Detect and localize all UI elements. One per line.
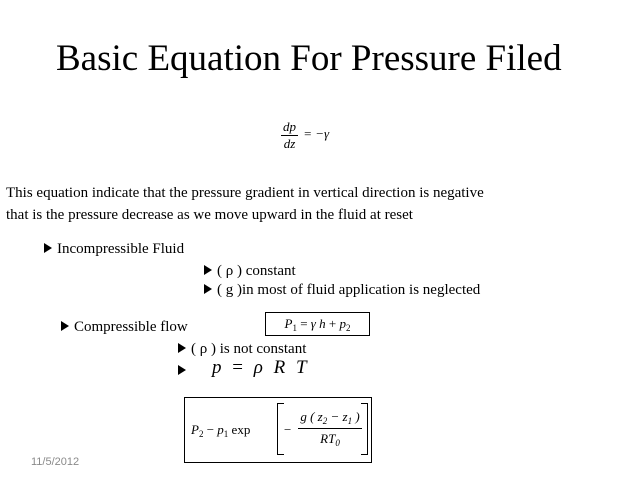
- paragraph-line-2: that is the pressure decrease as we move upward in the fluid at reset: [6, 207, 413, 223]
- eq-symbol: +: [328, 316, 337, 331]
- eq-symbol: ρ: [253, 357, 266, 378]
- equation-compressible-box: [184, 397, 372, 463]
- paragraph-line-1: This equation indicate that the pressure gradient in vertical direction is negative: [6, 185, 484, 201]
- bullet-compressible: [61, 318, 188, 336]
- eq-subscript: 2: [346, 323, 351, 333]
- eq-symbol: −: [206, 422, 215, 437]
- eq-subscript: 2: [198, 429, 204, 439]
- equation-rhs: = −γ: [303, 126, 330, 142]
- eq-symbol: exp: [231, 422, 251, 437]
- bullet-label: Incompressible Fluid: [57, 241, 185, 257]
- sub-bullet-label: ( g )in most of fluid application is neglected: [217, 282, 481, 298]
- eq-lhs: [191, 422, 250, 439]
- slide-title: Basic Equation For Pressure Filed: [56, 38, 562, 79]
- eq-fraction: [298, 409, 362, 448]
- slide-date: 11/5/2012: [31, 456, 80, 468]
- right-arrow-bullet-icon: [204, 265, 212, 275]
- right-arrow-bullet-icon: [204, 284, 212, 294]
- sub-bullet-state-equation: [178, 362, 191, 380]
- eq-denominator: $RT_0$: [298, 428, 362, 448]
- eq-symbol: h: [319, 316, 326, 331]
- eq-symbol: T: [295, 357, 310, 378]
- eq-numerator: g ( $z_2 - z_1$ ): [300, 409, 360, 426]
- eq-subscript: 1: [292, 323, 297, 333]
- sub-bullet-density-constant: [204, 262, 296, 280]
- eq-symbol: p: [212, 357, 225, 378]
- equation-pressure-gradient: [281, 119, 329, 152]
- eq-symbol: R: [273, 357, 289, 378]
- eq-symbol: γ: [310, 316, 316, 331]
- eq-symbol: p: [339, 316, 346, 331]
- sub-bullet-gravity-neglected: [204, 281, 480, 299]
- equation-state: [212, 357, 310, 379]
- right-arrow-bullet-icon: [178, 343, 186, 353]
- eq-symbol: P: [191, 422, 199, 437]
- right-arrow-bullet-icon: [178, 365, 186, 375]
- fraction-dp-dz: [281, 119, 298, 152]
- eq-symbol: P: [284, 316, 293, 331]
- eq-subscript: 1: [223, 429, 229, 439]
- bullet-incompressible: [44, 240, 184, 258]
- fraction-numerator: dp: [283, 119, 296, 134]
- sub-bullet-density-not-constant: [178, 340, 306, 358]
- eq-symbol: =: [232, 357, 246, 378]
- right-arrow-bullet-icon: [44, 243, 52, 253]
- right-arrow-bullet-icon: [61, 321, 69, 331]
- eq-symbol: =: [300, 316, 308, 331]
- fraction-denominator: dz: [281, 135, 298, 152]
- sub-bullet-label: ( ρ ) is not constant: [191, 341, 307, 357]
- eq-symbol: p: [217, 422, 224, 437]
- sub-bullet-label: ( ρ ) constant: [217, 263, 296, 279]
- eq-symbol: −: [284, 422, 292, 437]
- eq-bracket: [277, 403, 368, 455]
- equation-incompressible-box: [265, 312, 370, 336]
- bullet-label: Compressible flow: [74, 319, 188, 335]
